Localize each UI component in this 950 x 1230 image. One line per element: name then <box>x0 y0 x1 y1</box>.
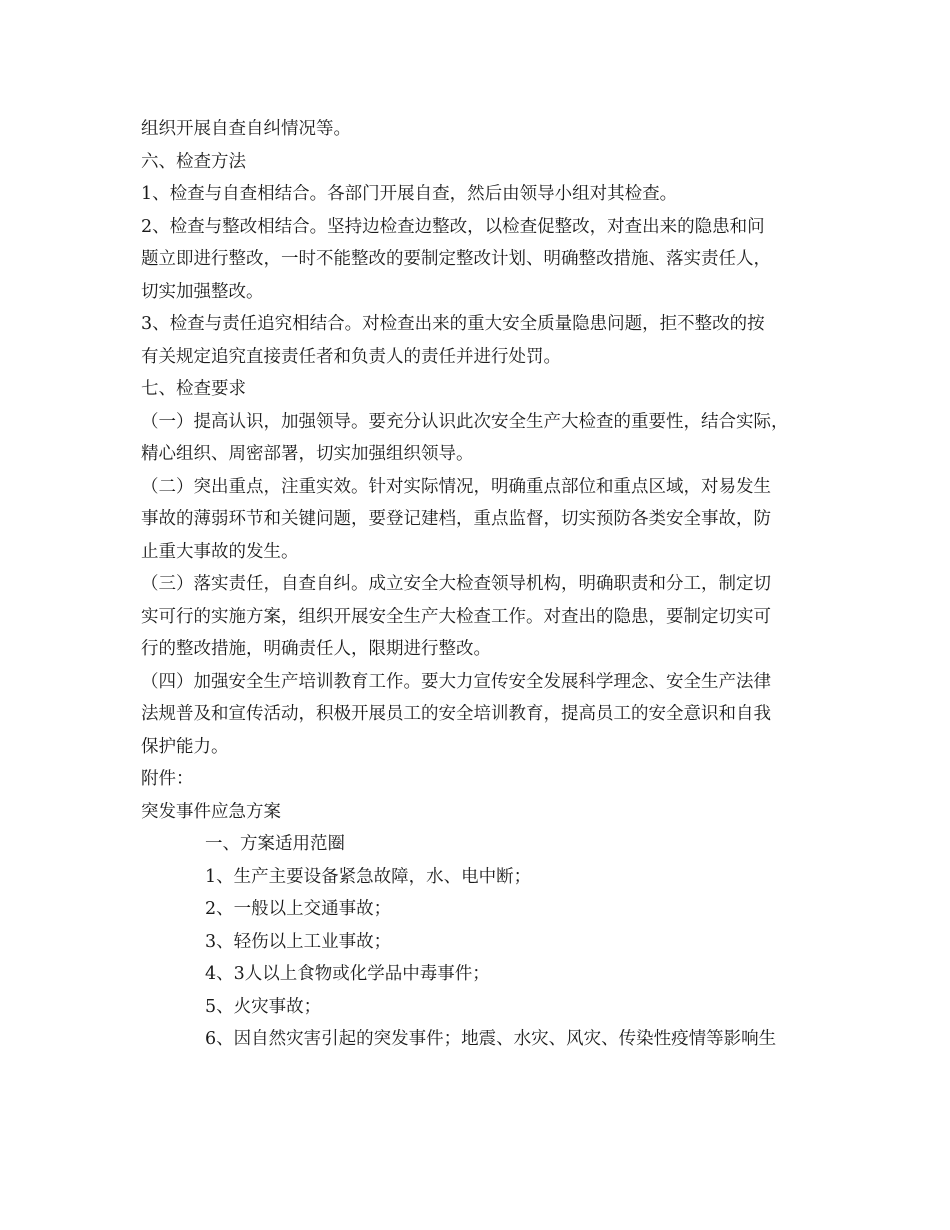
text-line: 2、检查与整改相结合。坚持边检查边整改，以检查促整改，对查出来的隐患和问 <box>141 216 765 237</box>
text-line: （一）提高认识，加强领导。要充分认识此次安全生产大检查的重要性，结合实际， <box>141 411 789 432</box>
text-line: 1、检查与自查相结合。各部门开展自查，然后由领导小组对其检查。 <box>141 184 678 204</box>
text-line: 3、检查与责任追究相结合。对检查出来的重大安全质量隐患问题，拒不整改的按 <box>141 314 765 334</box>
text-line: 保护能力。 <box>141 736 229 757</box>
text-line: 法规普及和宣传活动，积极开展员工的安全培训教育，提高员工的安全意识和自我 <box>141 704 771 724</box>
document-body <box>141 113 821 1056</box>
list-item: 2、一般以上交通事故； <box>205 899 392 919</box>
attachment-title: 突发事件应急方案 <box>141 801 281 822</box>
list-item: 1、生产主要设备紧急故障，水、电中断； <box>205 866 532 887</box>
text-line: （三）落实责任，自查自纠。成立安全大检查领导机构，明确职责和分工，制定切 <box>141 574 771 594</box>
text-line: （四）加强安全生产培训教育工作。要大力宣传安全发展科学理念、安全生产法律 <box>141 671 771 692</box>
text-line: 精心组织、周密部署，切实加强组织领导。 <box>141 444 474 464</box>
text-line: 事故的薄弱环节和关键问题，要登记建档，重点监督，切实预防各类安全事故，防 <box>141 509 771 529</box>
text-line: 实可行的实施方案，组织开展安全生产大检查工作。对查出的隐患，要制定切实可 <box>141 606 771 627</box>
section-heading-inspection-requirements: 七、检查要求 <box>141 379 246 399</box>
section-heading-inspection-method: 六、检查方法 <box>141 151 246 172</box>
text-line: （二）突出重点，注重实效。针对实际情况，明确重点部位和重点区域，对易发生 <box>141 476 771 497</box>
text-line: 组织开展自查自纠情况等。 <box>141 119 351 139</box>
text-line: 止重大事故的发生。 <box>141 541 299 562</box>
text-line: 有关规定追究直接责任者和负责人的责任并进行处罚。 <box>141 346 561 367</box>
text-line: 题立即进行整改，一时不能整改的要制定整改计划、明确整改措施、落实责任人， <box>141 249 771 269</box>
list-item: 4、3人以上食物或化学品中毒事件； <box>205 964 490 984</box>
list-item: 5、火灾事故； <box>205 996 322 1017</box>
attachment-label: 附件： <box>141 769 194 789</box>
text-line: 切实加强整改。 <box>141 281 264 302</box>
list-item: 6、因自然灾害引起的突发事件；地震、水灾、风灾、传染性疫情等影响生 <box>205 1029 777 1049</box>
subsection-heading-scope: 一、方案适用范圈 <box>205 834 345 854</box>
list-item: 3、轻伤以上工业事故； <box>205 931 392 952</box>
text-line: 行的整改措施，明确责任人，限期进行整改。 <box>141 639 491 659</box>
